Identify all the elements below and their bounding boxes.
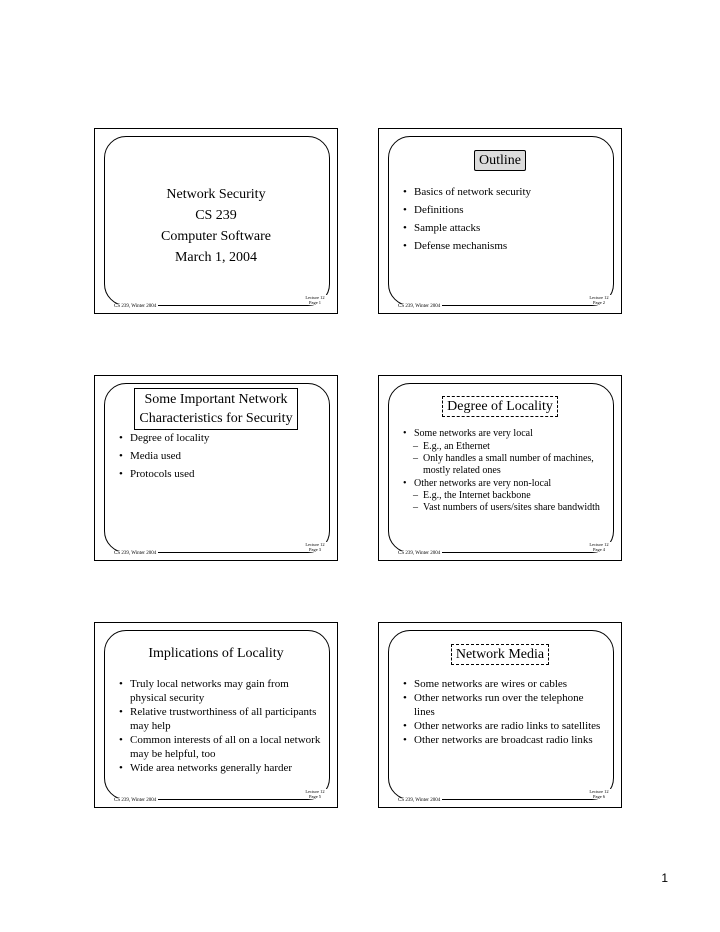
sub-bullet-item: – E.g., an Ethernet: [403, 441, 607, 453]
bullet-item: • Relative trustworthiness of all participants may help: [119, 705, 323, 733]
slide-page-label: Lecture 12 Page 3: [301, 542, 329, 552]
slide-3: [94, 375, 338, 561]
bullet-item: • Other networks are radio links to satellites: [403, 719, 607, 733]
slide-page-label: Lecture 12 Page 6: [585, 789, 613, 799]
bullet-item: • Protocols used: [119, 465, 323, 483]
title-line: CS 239: [195, 208, 237, 223]
slide-1: [94, 128, 338, 314]
slide-title: Degree of Locality: [379, 396, 621, 417]
slide-2: [378, 128, 622, 314]
slide-4: [378, 375, 622, 561]
slide-title: Outline: [379, 150, 621, 171]
bullet-item: • Basics of network security: [403, 183, 607, 201]
sub-bullet-item: – E.g., the Internet backbone: [403, 490, 607, 502]
bullet-item: • Some networks are very local: [403, 427, 607, 440]
slide-title: Network Media: [379, 644, 621, 665]
slide-5: [94, 622, 338, 808]
slide-page-label: Lecture 12 Page 4: [585, 542, 613, 552]
bullet-item: • Degree of locality: [119, 429, 323, 447]
course-footer: CS 239, Winter 2004: [114, 798, 157, 803]
bullet-item: • Other networks are broadcast radio links: [403, 733, 607, 747]
title-line: Computer Software: [160, 229, 272, 244]
bullet-item: • Truly local networks may gain from physical security: [119, 677, 323, 705]
slide-title: Some Important Network Characteristics for Security: [95, 388, 337, 430]
course-footer: CS 239, Winter 2004: [114, 551, 157, 556]
sub-bullet-item: – Only handles a small number of machines, mostly related ones: [403, 453, 607, 477]
course-footer: CS 239, Winter 2004: [114, 304, 157, 309]
sub-bullet-item: – Vast numbers of users/sites share bandwidth: [403, 502, 607, 514]
bullet-item: • Definitions: [403, 201, 607, 219]
bullet-item: • Common interests of all on a local network may be helpful, too: [119, 733, 323, 761]
slide-page-label: Lecture 12 Page 2: [585, 295, 613, 305]
bullet-item: • Other networks run over the telephone lines: [403, 691, 607, 719]
bullet-list: [403, 677, 607, 747]
bullet-list: [119, 677, 323, 775]
bullet-item: • Sample attacks: [403, 219, 607, 237]
slide-6: [378, 622, 622, 808]
bullet-item: • Some networks are wires or cables: [403, 677, 607, 691]
title-line: March 1, 2004: [174, 250, 258, 265]
course-footer: CS 239, Winter 2004: [398, 304, 441, 309]
bullet-list: [403, 183, 607, 255]
bullet-list: [403, 427, 607, 514]
slide-title: Implications of Locality: [95, 644, 337, 663]
title-block: [95, 184, 337, 268]
course-footer: CS 239, Winter 2004: [398, 551, 441, 556]
slide-page-label: Lecture 12 Page 5: [301, 789, 329, 799]
bullet-item: • Media used: [119, 447, 323, 465]
bullet-item: • Wide area networks generally harder: [119, 761, 323, 775]
title-line: Network Security: [166, 187, 266, 202]
page-number: 1: [661, 871, 668, 885]
bullet-list: [119, 429, 323, 483]
bullet-item: • Defense mechanisms: [403, 237, 607, 255]
course-footer: CS 239, Winter 2004: [398, 798, 441, 803]
bullet-item: • Other networks are very non-local: [403, 477, 607, 490]
slide-page-label: Lecture 12 Page 1: [301, 295, 329, 305]
